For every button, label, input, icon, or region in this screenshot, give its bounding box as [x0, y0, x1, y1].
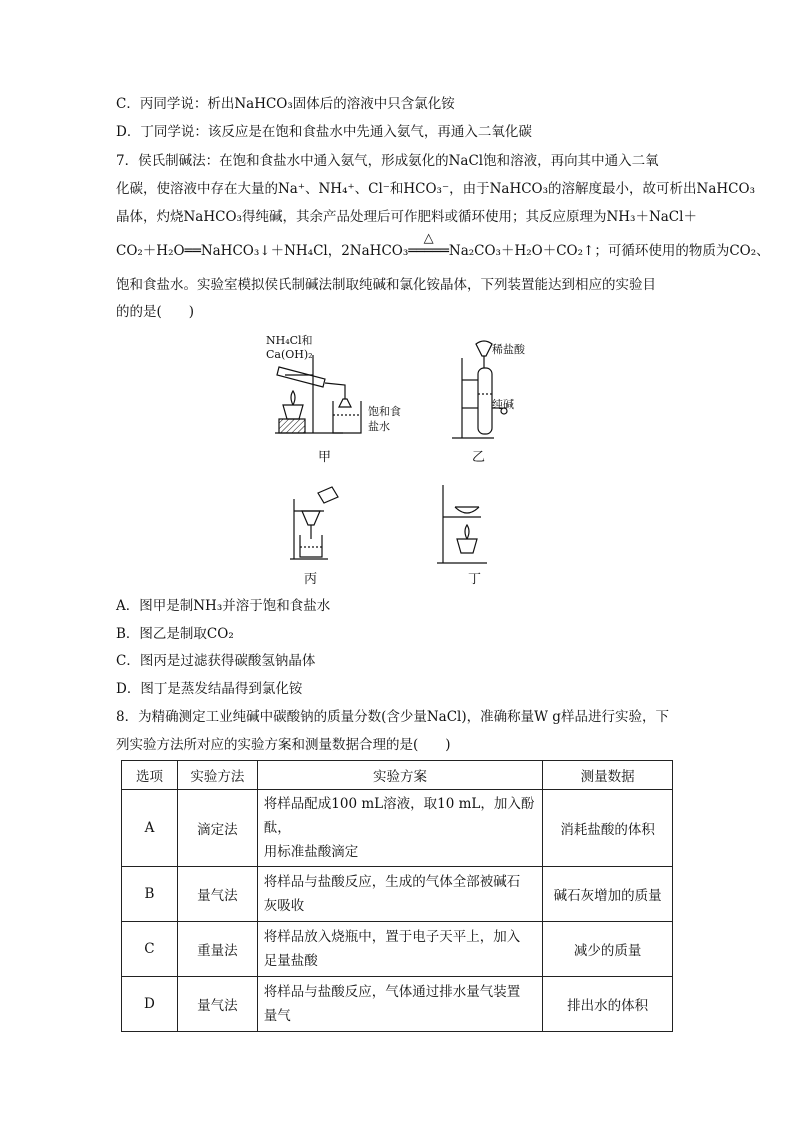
method-cell: 重量法	[177, 922, 257, 977]
option-cell: D	[122, 977, 178, 1032]
q6-option-d: D．丁同学说：该反应是在饱和食盐水中先通入氨气，再通入二氧化碳	[116, 124, 532, 140]
heat-triangle: △	[423, 231, 434, 246]
q7-option-c: C．图丙是过滤获得碳酸氢钠晶体	[116, 653, 316, 669]
figure-caption-yi: 乙	[472, 450, 486, 465]
q7-stem-line5: 饱和食盐水。实验室模拟侯氏制碱法制取纯碱和氯化铵晶体，下列装置能达到相应的实验目	[116, 277, 656, 293]
q7-option-a: A．图甲是制NH₃并溶于饱和食盐水	[116, 598, 331, 614]
option-cell: A	[122, 790, 178, 867]
data-cell: 碱石灰增加的质量	[543, 867, 673, 922]
data-cell: 消耗盐酸的体积	[543, 790, 673, 867]
plan-line: 用标准盐酸滴定	[263, 844, 359, 860]
q7-option-b: B．图乙是制取CO₂	[116, 626, 234, 642]
plan-line: 将样品与盐酸反应，气体通过排水量气装置	[263, 984, 521, 1000]
figure-caption-jia: 甲	[318, 450, 332, 465]
table-header-cell: 实验方法	[177, 761, 257, 790]
figure-caption-ding: 丁	[468, 572, 482, 587]
q8-stem-line1: 8．为精确测定工业纯碱中碳酸钠的质量分数(含少量NaCl)，准确称量W g样品进行实验，下	[116, 709, 669, 725]
plan-line: 灰吸收	[263, 898, 305, 914]
method-cell: 量气法	[177, 867, 257, 922]
apparatus-ding-figure	[435, 483, 495, 568]
method-cell: 滴定法	[177, 790, 257, 867]
table-header-cell: 实验方案	[257, 761, 542, 790]
table-row	[122, 867, 673, 922]
figure-caption-bing: 丙	[304, 572, 318, 587]
option-cell: C	[122, 922, 178, 977]
jia-beaker-label-1: 饱和食	[368, 405, 401, 418]
table-row	[122, 790, 673, 867]
plan-line: 将样品与盐酸反应，生成的气体全部被碱石	[263, 874, 521, 890]
q7-option-d: D．图丁是蒸发结晶得到氯化铵	[116, 681, 303, 697]
jia-beaker-label-2: 盐水	[368, 420, 390, 433]
plan-cell	[257, 867, 542, 922]
apparatus-bing-figure	[288, 485, 348, 565]
table-header-row	[122, 761, 673, 790]
table-header-cell: 测量数据	[543, 761, 673, 790]
q7-stem-line2: 化碳，使溶液中存在大量的Na⁺、NH₄⁺、Cl⁻和HCO₃⁻，由于NaHCO₃的溶解度最小，故可析出NaHCO₃	[116, 181, 755, 197]
jia-reagent-label-2: Ca(OH)₂	[266, 348, 313, 361]
q7-stem-line4	[116, 231, 770, 260]
q7-stem-line6: 的的是( )	[116, 304, 195, 320]
q8-stem-line2: 列实验方法所对应的实验方案和测量数据合理的是( )	[116, 737, 451, 753]
plan-line: 足量盐酸	[263, 953, 318, 969]
table-row	[122, 922, 673, 977]
method-cell: 量气法	[177, 977, 257, 1032]
q7-heat-arrow	[408, 231, 449, 260]
plan-line: 将样品配成100 mL溶液，取10 mL，加入酚酞，	[263, 796, 535, 836]
q8-options-table	[121, 760, 673, 1032]
q7-stem-line3: 晶体，灼烧NaHCO₃得纯碱，其余产品处理后可作肥料或循环使用；其反应原理为NH₃＋NaCl＋	[116, 209, 697, 225]
plan-cell	[257, 790, 542, 867]
option-cell: B	[122, 867, 178, 922]
data-cell: 减少的质量	[543, 922, 673, 977]
q7-equation-part2: Na₂CO₃＋H₂O＋CO₂↑；可循环使用的物质为CO₂、	[448, 243, 770, 259]
plan-line: 量气	[263, 1008, 291, 1024]
yi-acid-label: 稀盐酸	[492, 343, 525, 356]
q6-option-c: C．丙同学说：析出NaHCO₃固体后的溶液中只含氯化铵	[116, 96, 455, 112]
q7-stem-line1: 7．侯氏制碱法：在饱和食盐水中通入氨气，形成氨化的NaCl饱和溶液，再向其中通入二氧	[116, 153, 659, 169]
table-header-cell: 选项	[122, 761, 178, 790]
jia-reagent-label-1: NH₄Cl和	[266, 334, 313, 347]
plan-line: 将样品放入烧瓶中，置于电子天平上，加入	[263, 929, 521, 945]
plan-cell	[257, 922, 542, 977]
plan-cell	[257, 977, 542, 1032]
yi-soda-label: 纯碱	[492, 398, 514, 411]
data-cell: 排出水的体积	[543, 977, 673, 1032]
q7-equation-part1: CO₂＋H₂O══NaHCO₃↓＋NH₄Cl，2NaHCO₃	[116, 243, 409, 259]
table-row	[122, 977, 673, 1032]
equals-sign: ═════	[408, 243, 449, 259]
